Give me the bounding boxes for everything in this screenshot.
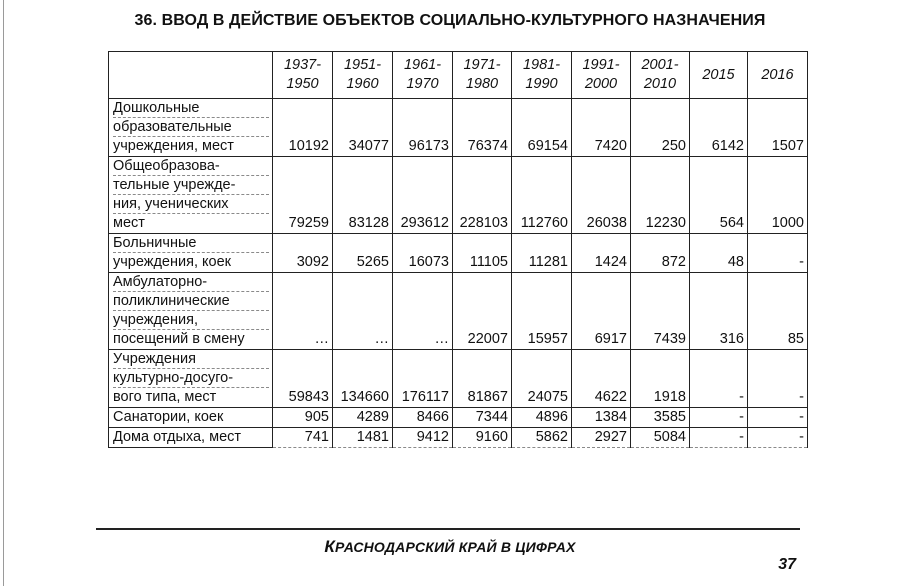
- table-cell: 34077: [333, 99, 393, 157]
- table-cell: 76374: [453, 99, 512, 157]
- table-cell: 112760: [512, 157, 572, 234]
- table-cell: 7439: [631, 273, 690, 350]
- table-cell: 11281: [512, 234, 572, 273]
- table-cell: 9160: [453, 428, 512, 448]
- table-cell: 905: [273, 408, 333, 428]
- row-label: Санатории, коек: [109, 408, 273, 428]
- table-cell: 1918: [631, 350, 690, 408]
- table-cell: 293612: [393, 157, 453, 234]
- table-cell: 228103: [453, 157, 512, 234]
- table-cell: 5862: [512, 428, 572, 448]
- table-cell: 69154: [512, 99, 572, 157]
- column-header: 2001- 2010: [631, 52, 690, 99]
- table-cell: 1507: [748, 99, 808, 157]
- table-cell: 83128: [333, 157, 393, 234]
- row-label: Дома отдыха, мест: [109, 428, 273, 448]
- column-header: 2016: [748, 52, 808, 99]
- row-label: Дошкольные образовательные учреждения, мест: [109, 99, 273, 157]
- table-cell: 2927: [572, 428, 631, 448]
- table-cell: -: [690, 350, 748, 408]
- page-title: 36. ВВОД В ДЕЙСТВИЕ ОБЪЕКТОВ СОЦИАЛЬНО-КУЛЬТУРНОГО НАЗНАЧЕНИЯ: [134, 12, 766, 29]
- table-cell: -: [748, 234, 808, 273]
- table-cell: …: [333, 273, 393, 350]
- table-cell: 7344: [453, 408, 512, 428]
- table-cell: 3585: [631, 408, 690, 428]
- table-cell: 26038: [572, 157, 631, 234]
- table-cell: 250: [631, 99, 690, 157]
- table-row: [109, 428, 808, 448]
- table-cell: 15957: [512, 273, 572, 350]
- column-header: 1971- 1980: [453, 52, 512, 99]
- table-cell: -: [748, 350, 808, 408]
- column-header: 1961- 1970: [393, 52, 453, 99]
- table-cell: 81867: [453, 350, 512, 408]
- table-cell: …: [393, 273, 453, 350]
- column-header: 1981- 1990: [512, 52, 572, 99]
- table-cell: 9412: [393, 428, 453, 448]
- table-row: [109, 273, 808, 350]
- table-cell: 564: [690, 157, 748, 234]
- table-cell: 16073: [393, 234, 453, 273]
- table-cell: 1424: [572, 234, 631, 273]
- table-row: [109, 157, 808, 234]
- table-cell: 6917: [572, 273, 631, 350]
- table-cell: 3092: [273, 234, 333, 273]
- table-cell: 8466: [393, 408, 453, 428]
- column-header: 1991- 2000: [572, 52, 631, 99]
- row-label: Учреждения культурно-досуго- вого типа, мест: [109, 350, 273, 408]
- table-cell: -: [690, 428, 748, 448]
- table-row: [109, 99, 808, 157]
- column-header: 1951- 1960: [333, 52, 393, 99]
- table-cell: 1000: [748, 157, 808, 234]
- table-cell: 316: [690, 273, 748, 350]
- column-header: 2015: [690, 52, 748, 99]
- table-cell: 4289: [333, 408, 393, 428]
- table-cell: 872: [631, 234, 690, 273]
- table-cell: 48: [690, 234, 748, 273]
- table-cell: 4622: [572, 350, 631, 408]
- row-label: Амбулаторно- поликлинические учреждения, посещений в смену: [109, 273, 273, 350]
- table-cell: 79259: [273, 157, 333, 234]
- row-label: Общеобразова- тельные учрежде- ния, ученических мест: [109, 157, 273, 234]
- table-cell: -: [690, 408, 748, 428]
- header-label-cell: [109, 52, 273, 99]
- table-header-row: [109, 52, 808, 99]
- column-header: 1937- 1950: [273, 52, 333, 99]
- footer-rule: [96, 528, 800, 530]
- table-cell: 11105: [453, 234, 512, 273]
- table-cell: 10192: [273, 99, 333, 157]
- row-label: Больничные учреждения, коек: [109, 234, 273, 273]
- table-cell: 176117: [393, 350, 453, 408]
- table-cell: -: [748, 428, 808, 448]
- table-cell: 96173: [393, 99, 453, 157]
- page-number: 37: [778, 556, 796, 573]
- table-cell: 85: [748, 273, 808, 350]
- table-cell: 1384: [572, 408, 631, 428]
- table-cell: 5265: [333, 234, 393, 273]
- footer-title: КРАСНОДАРСКИЙ КРАЙ В ЦИФРАХ: [324, 537, 576, 556]
- table-cell: 22007: [453, 273, 512, 350]
- table-row: [109, 350, 808, 408]
- table-row: [109, 408, 808, 428]
- table-row: [109, 234, 808, 273]
- table-cell: 24075: [512, 350, 572, 408]
- page-edge-line: [3, 0, 4, 586]
- data-table: [108, 51, 808, 448]
- table-cell: -: [748, 408, 808, 428]
- table-cell: 4896: [512, 408, 572, 428]
- table-cell: 134660: [333, 350, 393, 408]
- table-cell: …: [273, 273, 333, 350]
- table-cell: 59843: [273, 350, 333, 408]
- table-cell: 12230: [631, 157, 690, 234]
- table-cell: 741: [273, 428, 333, 448]
- table-cell: 1481: [333, 428, 393, 448]
- table-cell: 5084: [631, 428, 690, 448]
- table-cell: 7420: [572, 99, 631, 157]
- table-cell: 6142: [690, 99, 748, 157]
